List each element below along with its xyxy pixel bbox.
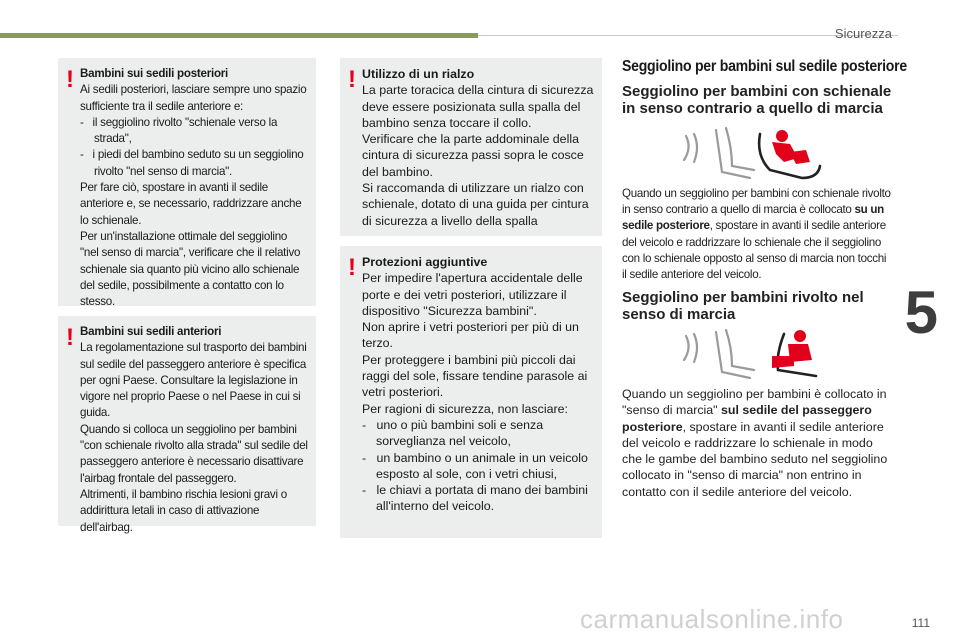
box-paragraph: Si raccomanda di utilizzare un rialzo con schienale, dotato di una guida per cintura di sicurezza a livello della spalla [362,181,589,228]
list-item: - il seggiolino rivolto "schienale verso la strada", [80,115,278,146]
box-title: Protezioni aggiuntive [362,255,488,269]
box-paragraph: Per ragioni di sicurezza, non lasciare: [362,401,568,416]
subheading-forward: Seggiolino per bambini rivolto nel senso di marcia [622,289,864,323]
list-item: - le chiavi a portata di mano dei bambini all'interno del veicolo. [362,483,588,514]
warning-box-rear-seats [58,58,316,309]
box-paragraph: Per fare ciò, spostare in avanti il sedile anteriore e, se necessario, raddrizzare anche lo schienale. [80,181,302,227]
subheading-rearward: Seggiolino per bambini con schienale in senso contrario a quello di marcia [622,83,892,117]
box-paragraph: Per un'installazione ottimale del seggiolino "nel senso di marcia", verificare che il relativo schienale sia quanto più vicino allo schienale del sedile, possibilmente a contatto con lo stesso. [80,229,301,309]
warning-icon: ! [66,66,74,93]
warning-box-protections [340,246,602,538]
header-accent-bar [0,33,478,38]
warning-text [362,66,594,229]
emphasis: su un sedile posteriore [622,203,884,233]
warning-text [362,254,594,515]
box-title: Bambini sui sedili posteriori [80,67,229,80]
box-paragraph: Per impedire l'apertura accidentale delle porte e dei vetri posteriori, utilizzare il dispositivo "Sicurezza bambini". [362,271,583,318]
warning-icon: ! [348,66,356,93]
box-paragraph: Per proteggere i bambini più piccoli dai raggi del sole, fissare tendine parasole ai vetri posteriori. [362,352,588,400]
section-title: Sicurezza [834,26,892,41]
list-item: - i piedi del bambino seduto su un seggiolino rivolto "nel senso di marcia". [80,148,304,178]
forward-seat-illustration [672,326,832,384]
box-paragraph: La regolamentazione sul trasporto dei bambini sul sedile del passeggero anteriore è specifica per ogni Paese. Consultare la legislazione in vigore nel proprio Paese o nel Paese in cui si guida. [80,341,307,420]
box-paragraph: La parte toracica della cintura di sicurezza deve essere posizionata sulla spalla del bambino senza toccare il collo. [362,83,594,130]
box-paragraph: Non aprire i vetri posteriori per più di un terzo. [362,320,579,351]
box-paragraph: Ai sedili posteriori, lasciare sempre uno spazio sufficiente tra il sedile anteriore e: [80,83,307,113]
chapter-number: 5 [904,279,938,346]
page-title: Seggiolino per bambini sul sedile posteriore [622,58,907,75]
warning-box-booster [340,58,602,236]
box-paragraph: Altrimenti, il bambino rischia lesioni gravi o addirittura letali in caso di attivazione dell'airbag. [80,487,287,534]
forward-description: Quando un seggiolino per bambini è collocato in "senso di marcia" sul sedile del passeggero posteriore, spostare in avanti il sedile anteriore del veicolo e raddrizzare lo schienale in modo che le gambe del bambino seduto nel seggiolino collocato in "senso di marcia" non entrino in contatto con il sedile anteriore del veicolo. [622,387,888,499]
list-item: - uno o più bambini soli e senza sorveglianza nel veicolo, [362,417,544,449]
warning-box-front-seats [58,316,316,534]
warning-icon: ! [66,324,74,351]
emphasis: sul sedile del passeggero posteriore [622,403,872,434]
warning-icon: ! [348,254,356,281]
box-paragraph: Verificare che la parte addominale della cintura di sicurezza passi sopra le cosce del bambino. [362,132,584,179]
box-title: Bambini sui sedili anteriori [80,325,222,338]
page-number: 111 [911,616,930,630]
warning-text [80,324,308,536]
list-item: - un bambino o un animale in un veicolo esposto al sole, con i vetri chiusi, [362,450,588,481]
box-title: Utilizzo di un rialzo [362,67,475,81]
box-paragraph: Quando si colloca un seggiolino per bambini "con schienale rivolto alla strada" sul sedile del passeggero anteriore è necessario disattivare l'airbag frontale del passeggero. [80,422,308,485]
warning-text [80,66,308,310]
rearward-description: Quando un seggiolino per bambini con schienale rivolto in senso contrario a quello di marcia è collocato su un sedile posteriore, spostare in avanti il sedile anteriore del veicolo e raddrizzare lo schienale che il seggiolino con lo schienale opposto al senso di marcia non tocchi il sedile anteriore del veicolo. [622,187,891,282]
rearward-seat-illustration [672,122,832,184]
watermark: carmanualsonline.info [580,604,844,634]
